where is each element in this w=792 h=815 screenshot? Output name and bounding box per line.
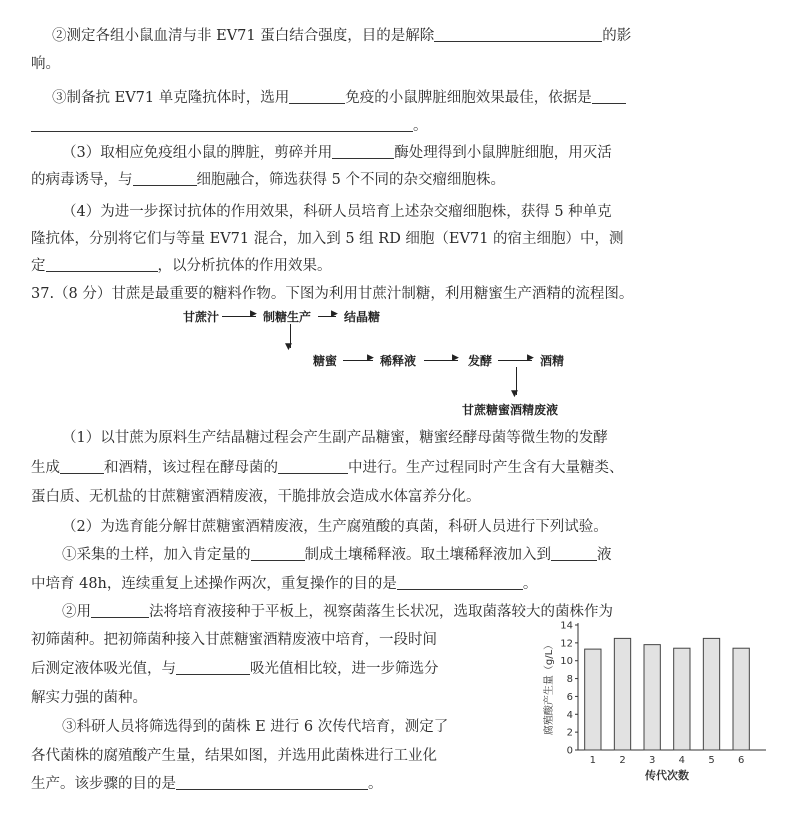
line-q37-2-3c [31,774,383,794]
line-q37-1a [62,428,608,448]
text-segment: 吸光值相比较，进一步筛选分 [250,661,439,677]
flow-node-molasses: 糖蜜 [313,354,338,368]
y-tick-label: 0 [566,745,573,757]
text-segment: 细胞融合，筛选获得 5 个不同的杂交瘤细胞株。 [196,172,505,188]
text-segment: （2）为选育能分解甘蔗糖蜜酒精废液，生产腐殖酸的真菌，科研人员进行下列试验。 [62,519,608,535]
bar [733,648,749,750]
text-segment: ③制备抗 EV71 单克隆抗体时，选用 [52,90,290,106]
answer-blank[interactable] [133,170,197,186]
text-segment: ②用 [62,604,91,620]
text-segment: 隆抗体，分别将它们与等量 EV71 混合，加入到 5 组 RD 细胞（EV71 的宿主细胞）中，测 [31,231,624,247]
line-part3-1 [62,143,612,163]
text-segment: 免疫的小鼠脾脏细胞效果最佳，依据是 [345,90,592,106]
line-q37-2-2c [31,659,439,679]
text-segment: 各代菌株的腐殖酸产生量，结果如图，并选用此菌株进行工业化 [31,748,437,764]
arrowhead-icon: ▶ [331,309,338,319]
y-tick-label: 8 [566,674,573,686]
y-axis-label: 腐殖酸产生量（g/L） [544,639,555,736]
text-segment: 制成土壤稀释液。取土壤稀释液加入到 [304,547,551,563]
line-q37-2-1a [62,545,612,565]
text-segment: 。 [413,118,428,134]
line-q3-part2 [31,116,428,136]
flow-node-waste-liquid: 甘蔗糖蜜酒精废液 [462,403,559,417]
answer-blank[interactable] [176,659,250,675]
arrowhead-icon: ▶ [367,353,374,363]
line-q37-2-2b [31,630,437,650]
line-q2-part2 [31,54,60,74]
text-segment: 的病毒诱导，与 [31,172,133,188]
bar [644,645,660,750]
arrowhead-icon: ▼ [285,342,292,352]
line-q3-part1 [52,88,626,108]
arrowhead-icon: ▼ [511,389,518,399]
line-q37-1b [31,458,624,478]
text-segment: 生产。该步骤的目的是 [31,776,176,792]
arrowhead-icon: ▶ [452,353,459,363]
text-segment: 生成 [31,460,60,476]
text-segment: 后测定液体吸光值，与 [31,661,176,677]
question-37-heading [31,284,633,304]
humic-acid-bar-chart [538,615,768,785]
text-segment: 液 [597,547,612,563]
text-segment: （3）取相应免疫组小鼠的脾脏，剪碎并用 [62,145,333,161]
text-segment: ②测定各组小鼠血清与非 EV71 蛋白结合强度，目的是解除 [52,28,435,44]
line-part4-3 [31,256,332,276]
flow-node-sugarcane-juice: 甘蔗汁 [183,310,220,324]
answer-blank[interactable] [31,116,413,132]
answer-blank[interactable] [46,256,158,272]
text-segment: 中进行。生产过程同时产生含有大量糖类、 [348,460,624,476]
line-q37-1c [31,487,481,507]
text-segment: 初筛菌种。把初筛菌种接入甘蔗糖蜜酒精废液中培育，一段时间 [31,632,437,648]
bar [614,638,630,750]
answer-blank[interactable] [278,458,348,474]
y-tick-label: 4 [566,709,573,721]
line-part4-2 [31,229,624,249]
y-tick-label: 12 [560,638,573,650]
text-segment: ，以分析抗体的作用效果。 [157,258,332,274]
flow-node-diluent: 稀释液 [380,354,417,368]
arrowhead-icon: ▶ [250,309,257,319]
flow-node-fermentation: 发酵 [468,354,493,368]
text-segment: 响。 [31,56,60,72]
line-q37-2 [62,517,608,537]
x-tick-label: 2 [619,755,626,766]
answer-blank[interactable] [251,545,305,561]
text-segment: 37.（8 分）甘蔗是最重要的糖料作物。下图为利用甘蔗汁制糖，利用糖蜜生产酒精的流程图。 [31,286,634,302]
answer-blank[interactable] [60,458,104,474]
line-q37-2-2a [62,602,613,622]
answer-blank[interactable] [91,602,149,618]
arrowhead-icon: ▶ [527,353,534,363]
text-segment: 定 [31,258,46,274]
answer-blank[interactable] [592,88,626,104]
x-tick-label: 6 [737,755,745,766]
answer-blank[interactable] [551,545,597,561]
flow-node-alcohol: 酒精 [540,354,565,368]
text-segment: 酶处理得到小鼠脾脏细胞，用灭活 [394,145,612,161]
text-segment: 。 [522,576,538,592]
answer-blank[interactable] [332,143,394,159]
x-tick-label: 5 [708,755,715,766]
text-segment: ③科研人员将筛选得到的菌株 E 进行 6 次传代培育，测定了 [62,719,449,735]
text-segment: 和酒精，该过程在酵母菌的 [104,460,278,476]
x-axis-label: 传代次数 [645,769,689,782]
line-q37-2-3a [62,717,448,737]
text-segment: 。 [368,776,383,792]
text-segment: 中培育 48h，连续重复上述操作两次，重复操作的目的是 [31,576,397,592]
bar [585,649,601,750]
text-segment: 法将培育液接种于平板上，视察菌落生长状况，选取菌落较大的菌株作为 [149,604,613,620]
line-part3-2 [31,170,505,190]
answer-blank[interactable] [176,774,368,790]
line-part4-1 [62,202,612,222]
line-q2-part1 [52,26,631,46]
answer-blank[interactable] [397,574,523,590]
text-segment: 的影 [602,28,632,44]
y-tick-label: 2 [566,727,573,739]
x-tick-label: 1 [589,755,597,766]
text-segment: ①采集的土样，加入肯定量的 [62,547,251,563]
bar [674,648,690,750]
bar [703,638,719,750]
y-tick-label: 14 [560,620,573,632]
y-tick-label: 6 [566,691,573,703]
y-tick-label: 10 [560,656,573,668]
text-segment: 解实力强的菌种。 [31,690,147,706]
x-tick-label: 3 [648,755,656,766]
text-segment: （1）以甘蔗为原料生产结晶糖过程会产生副产品糖蜜，糖蜜经酵母菌等微生物的发酵 [62,430,608,446]
line-q37-2-1b [31,574,537,594]
answer-blank[interactable] [434,26,602,42]
text-segment: （4）为进一步探讨抗体的作用效果，科研人员培育上述杂交瘤细胞株，获得 5 种单克 [62,204,612,220]
text-segment: 蛋白质、无机盐的甘蔗糖蜜酒精废液，干脆排放会造成水体富养分化。 [31,489,481,505]
line-q37-2-3b [31,746,437,766]
answer-blank[interactable] [289,88,345,104]
flow-node-sugar-production: 制糖生产 [263,310,312,324]
line-q37-2-2d [31,688,147,708]
flow-node-crystal-sugar: 结晶糖 [344,310,381,324]
x-tick-label: 4 [678,755,686,766]
